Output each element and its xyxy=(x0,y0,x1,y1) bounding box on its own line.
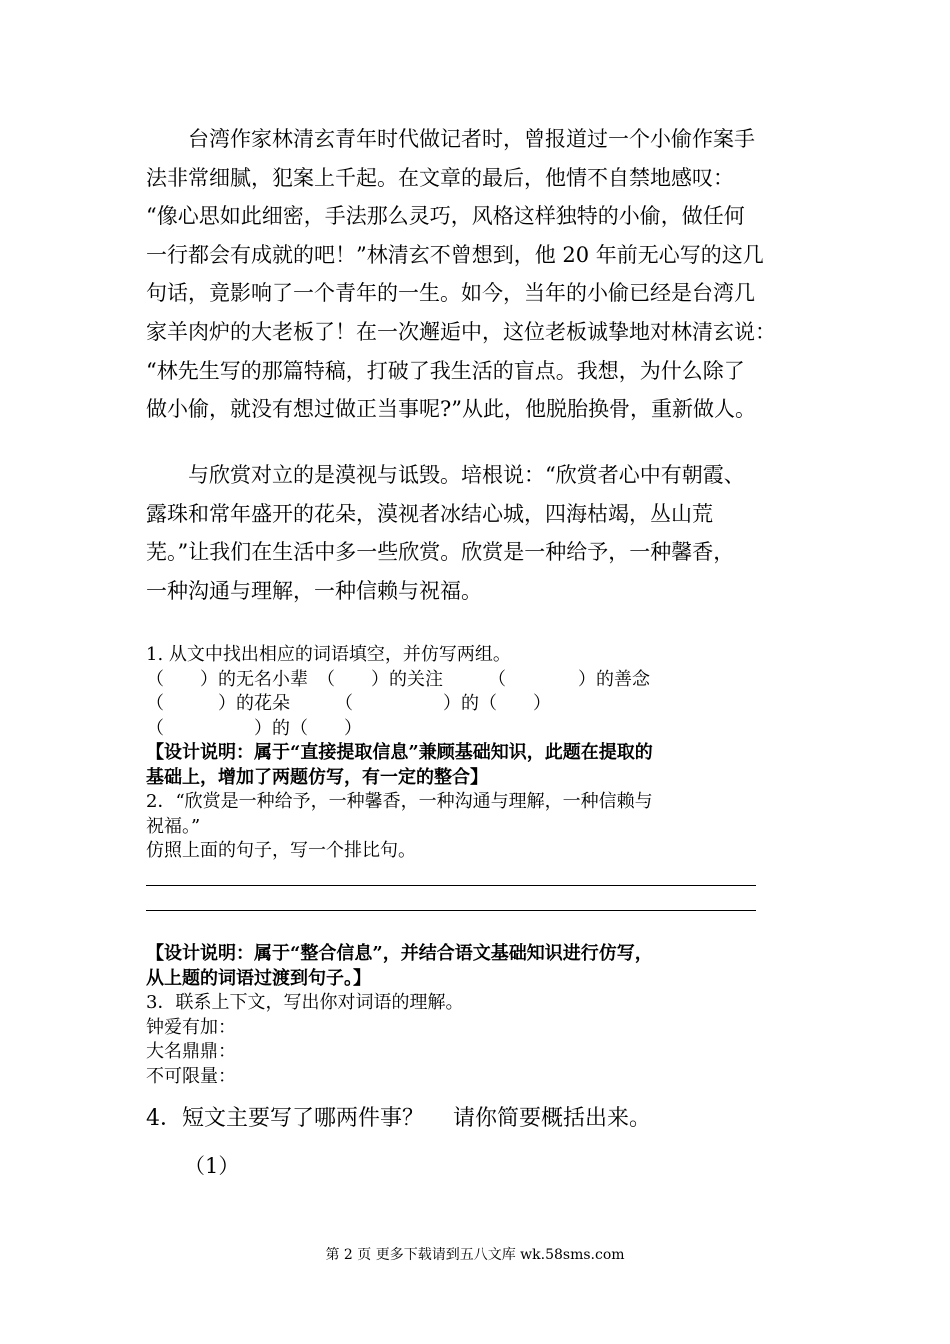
question-3 xyxy=(146,991,811,1089)
passage-line: “林先生写的那篇特稿，打破了我生活的盲点。我想，为什么除了 xyxy=(146,358,745,383)
question-2-note xyxy=(146,942,811,991)
design-note: 从上题的词语过渡到句子。】 xyxy=(146,967,371,989)
design-note: 【设计说明：属于“整合信息”，并结合语文基础知识进行仿写， xyxy=(146,943,653,964)
question-2-instruction: 仿照上面的句子，写一个排比句。 xyxy=(146,840,416,861)
answer-line xyxy=(146,910,756,911)
term-item: 不可限量： xyxy=(146,1065,236,1087)
design-note: 基础上，增加了两题仿写，有一定的整合】 xyxy=(146,766,488,788)
passage-2 xyxy=(146,456,806,610)
passage-line: 露珠和常年盛开的花朵，漠视者冰结心城，四海枯竭，丛山荒 xyxy=(146,501,713,526)
passage-line: 句话，竟影响了一个青年的一生。如今，当年的小偷已经是台湾几 xyxy=(146,281,755,306)
design-note: 【设计说明：属于“直接提取信息”兼顾基础知识，此题在提取的 xyxy=(146,742,653,763)
passage-line: 芜。”让我们在生活中多一些欣赏。欣赏是一种给予，一种馨香， xyxy=(146,540,735,565)
passage-line: 一种沟通与理解，一种信赖与祝福。 xyxy=(146,578,482,603)
passage-line: 一行都会有成就的吧！”林清玄不曾想到，他 20 年前无心写的这几 xyxy=(146,242,764,267)
question-2 xyxy=(146,790,811,864)
term-item: 大名鼎鼎： xyxy=(146,1041,236,1062)
passage-line: 法非常细腻，犯案上千起。在文章的最后，他情不自禁地感叹： xyxy=(146,165,734,190)
term-item: 钟爱有加： xyxy=(146,1016,236,1038)
passage-line: “像心思如此细密，手法那么灵巧，风格这样独特的小偷，做任何 xyxy=(146,204,745,229)
question-2-title: 祝福。” xyxy=(146,815,201,837)
question-3-title: 3．联系上下文，写出你对词语的理解。 xyxy=(146,992,464,1013)
answer-line xyxy=(146,885,756,886)
question-4-sub: （1） xyxy=(184,1154,240,1178)
fill-in-row: （ ）的无名小辈 （ ）的关注 （ ）的善念 xyxy=(146,668,650,690)
page-footer: 第 2 页 更多下载请到五八文库 wk.58sms.com xyxy=(325,1247,625,1263)
passage-line: 做小偷，就没有想过做正当事呢?”从此，他脱胎换骨，重新做人。 xyxy=(146,397,756,422)
passage-1 xyxy=(146,120,806,429)
fill-in-row: （ ）的（ ） xyxy=(146,717,362,739)
question-1 xyxy=(146,643,811,790)
question-4-title: 4．短文主要写了哪两件事？ 请你简要概括出来。 xyxy=(146,1106,651,1131)
passage-line: 家羊肉炉的大老板了！在一次邂逅中，这位老板诚挚地对林清玄说： xyxy=(146,319,776,344)
question-2-title: 2．“欣赏是一种给予，一种馨香，一种沟通与理解，一种信赖与 xyxy=(146,791,653,812)
passage-line: 台湾作家林清玄青年时代做记者时，曾报道过一个小偷作案手 xyxy=(146,127,755,151)
passage-line: 与欣赏对立的是漠视与诋毁。培根说：“欣赏者心中有朝霞、 xyxy=(146,463,745,487)
fill-in-row: （ ）的花朵 （ ）的（ ） xyxy=(146,693,551,714)
question-1-title: 1. 从文中找出相应的词语填空，并仿写两组。 xyxy=(146,644,511,665)
